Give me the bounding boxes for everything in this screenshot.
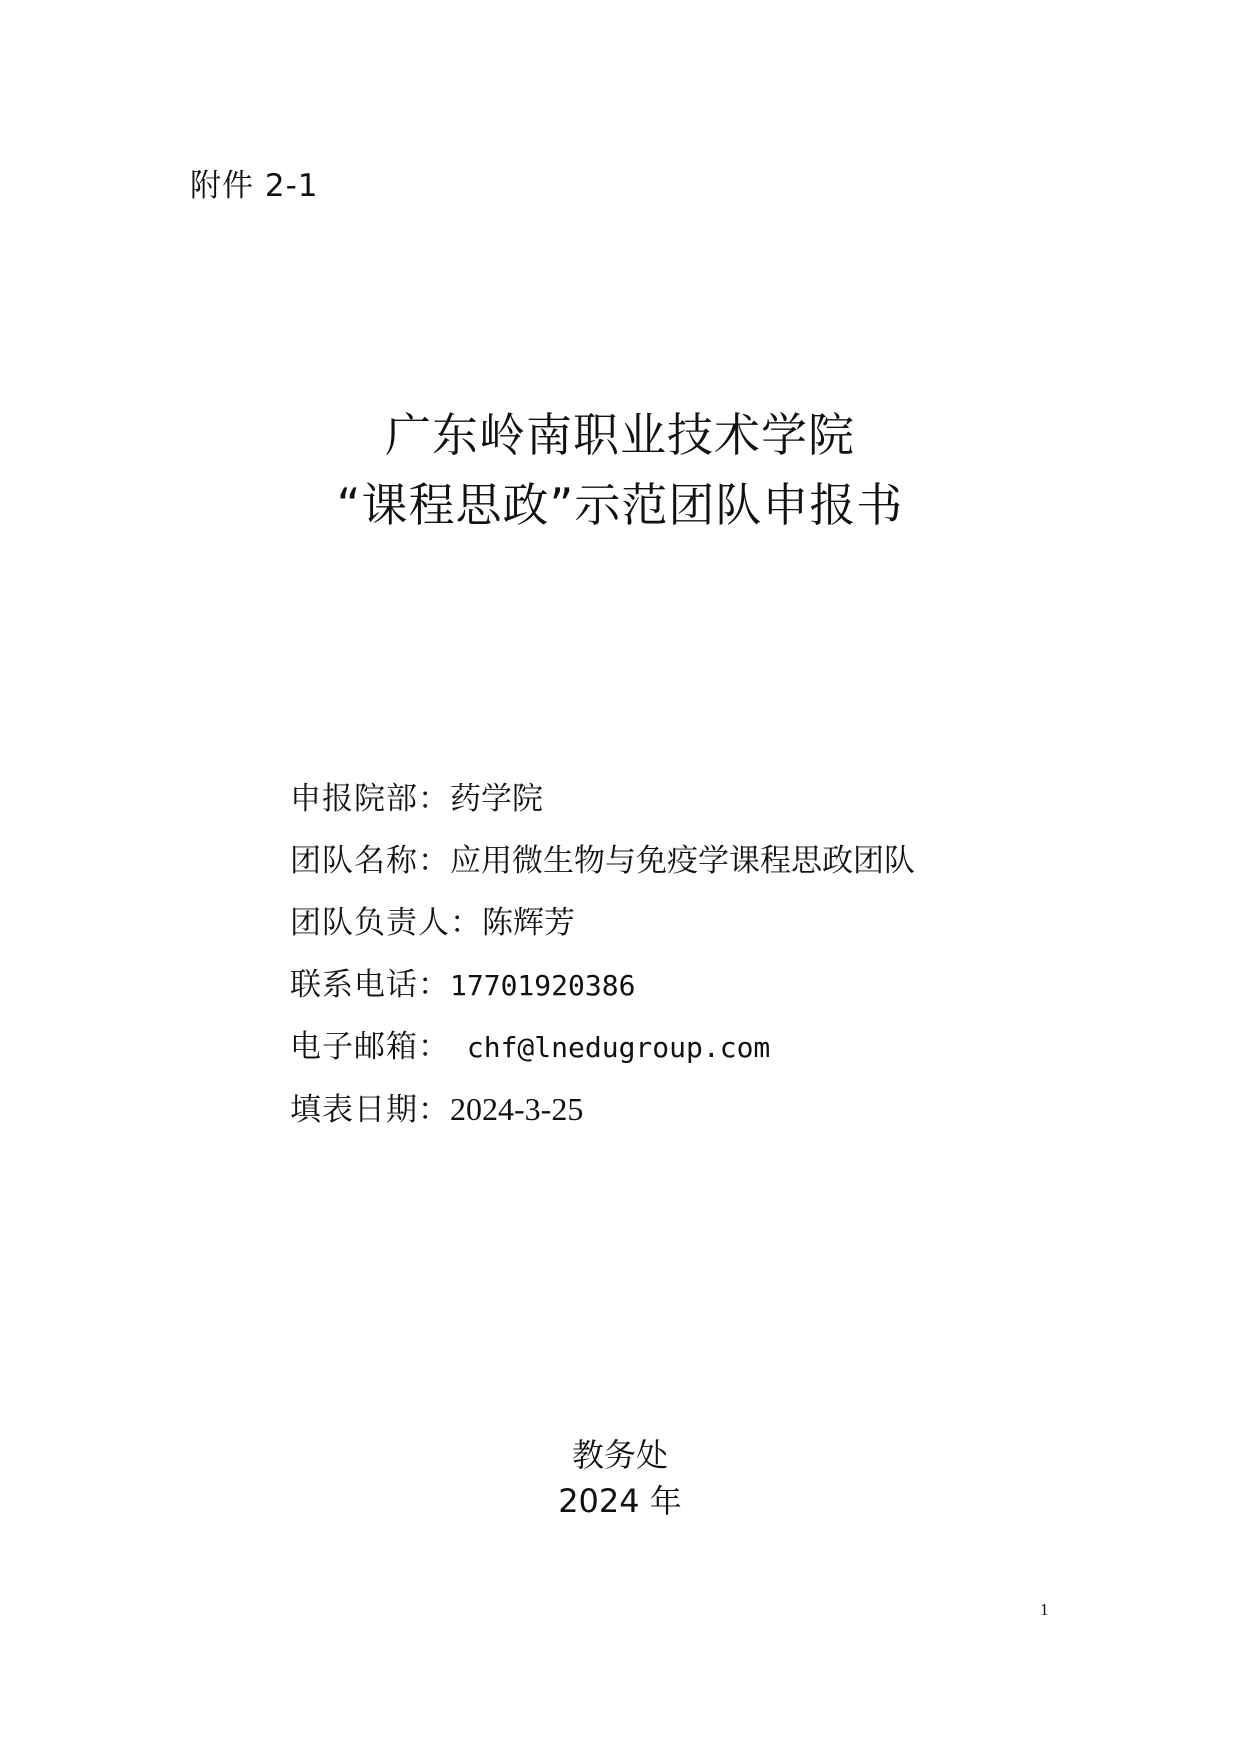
field-value: 陈辉芳 — [482, 905, 575, 941]
field-label: 申报院部： — [290, 781, 450, 817]
footer-year: 2024 年 — [558, 1482, 682, 1520]
field-department — [290, 768, 915, 830]
field-phone — [290, 954, 915, 1016]
field-team-leader — [290, 892, 915, 954]
title-line-1: 广东岭南职业技术学院 — [385, 408, 855, 462]
page-number: 1 — [1040, 1600, 1049, 1619]
field-label: 电子邮箱： — [290, 1029, 450, 1065]
field-value: 2024-3-25 — [450, 1091, 584, 1127]
footer — [0, 1432, 1240, 1524]
document-title — [0, 400, 1240, 540]
attachment-label: 附件 2-1 — [190, 168, 319, 204]
field-label: 团队名称： — [290, 843, 450, 879]
info-fields — [290, 768, 915, 1140]
field-email — [290, 1016, 915, 1078]
field-team-name — [290, 830, 915, 892]
field-value: 药学院 — [450, 781, 543, 817]
field-value: chf@lnedugroup.com — [450, 1031, 771, 1064]
field-value: 应用微生物与免疫学课程思政团队 — [450, 843, 915, 879]
field-label: 联系电话： — [290, 967, 450, 1003]
field-label: 填表日期： — [290, 1092, 450, 1128]
title-line-2: “课程思政”示范团队申报书 — [336, 478, 904, 532]
field-label: 团队负责人： — [290, 905, 482, 941]
footer-office: 教务处 — [571, 1436, 668, 1474]
field-date — [290, 1078, 915, 1140]
field-value: 17701920386 — [450, 969, 636, 1002]
